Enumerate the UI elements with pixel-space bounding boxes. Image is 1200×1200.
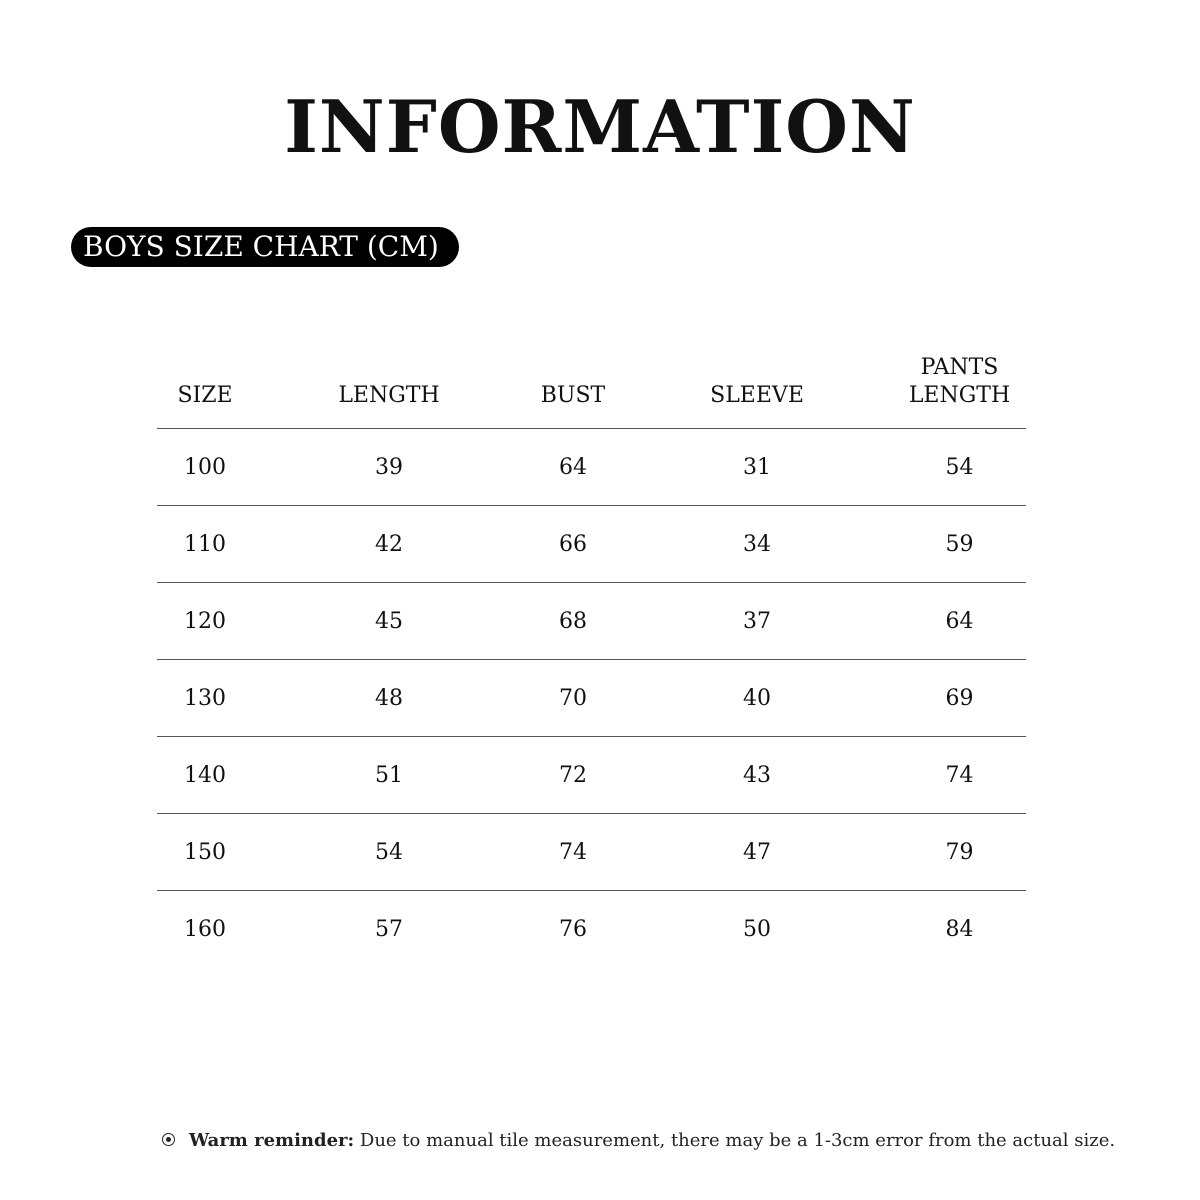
- header-pants-length-line-1: PANTS: [920, 355, 999, 380]
- warm-reminder: [162, 1128, 1115, 1154]
- cell-bust: 68: [525, 583, 621, 660]
- header-pants-length-line-2: LENGTH: [908, 383, 1011, 408]
- cell-sleeve: 31: [621, 429, 893, 506]
- cell-size: 110: [157, 506, 253, 583]
- cell-length: 57: [375, 916, 403, 942]
- cell-length: 48: [253, 660, 525, 737]
- cell-pants-length: 59: [893, 506, 1026, 583]
- table-body: [157, 429, 1026, 968]
- section-label: BOYS SIZE CHART (CM): [71, 227, 459, 267]
- reminder-label: Warm reminder:: [189, 1130, 355, 1151]
- header-size: SIZE: [157, 330, 253, 429]
- table-row: [157, 814, 1026, 891]
- header-length: LENGTH: [253, 330, 525, 429]
- cell-size: 140: [157, 737, 253, 814]
- cell-sleeve: 47: [621, 814, 893, 891]
- cell-length: 54: [253, 814, 525, 891]
- cell-sleeve: 34: [621, 506, 893, 583]
- cell-bust: 66: [525, 506, 621, 583]
- page-title: INFORMATION: [284, 84, 916, 169]
- radio-bullet-icon: [162, 1133, 175, 1146]
- cell-size: 120: [157, 583, 253, 660]
- table-row: [157, 583, 1026, 660]
- cell-pants-length: 84: [945, 916, 974, 942]
- cell-pants-length: 64: [893, 583, 1026, 660]
- cell-length: 42: [253, 506, 525, 583]
- table-row: [157, 737, 1026, 814]
- cell-pants-length: 79: [893, 814, 1026, 891]
- cell-size: 150: [157, 814, 253, 891]
- cell-bust: 76: [559, 916, 587, 942]
- header-sleeve: SLEEVE: [621, 330, 893, 429]
- cell-sleeve: 50: [743, 916, 771, 942]
- cell-sleeve: 37: [621, 583, 893, 660]
- cell-bust: 64: [525, 429, 621, 506]
- table-row: [157, 429, 1026, 506]
- cell-length: 51: [253, 737, 525, 814]
- cell-bust: 72: [525, 737, 621, 814]
- cell-size: 100: [157, 429, 253, 506]
- size-chart-table: [157, 330, 1026, 967]
- cell-pants-length: 74: [893, 737, 1026, 814]
- table-row: [157, 891, 1026, 968]
- cell-bust: 70: [525, 660, 621, 737]
- cell-size: 160: [184, 916, 226, 942]
- cell-size: 130: [157, 660, 253, 737]
- cell-pants-length: 54: [893, 429, 1026, 506]
- table-row: [157, 506, 1026, 583]
- cell-length: 45: [253, 583, 525, 660]
- table-header-row: [157, 330, 1026, 429]
- cell-sleeve: 43: [621, 737, 893, 814]
- reminder-text: Due to manual tile measurement, there may be a 1-3cm error from the actual size.: [354, 1130, 1116, 1151]
- table-row: [157, 660, 1026, 737]
- cell-length: 39: [253, 429, 525, 506]
- cell-sleeve: 40: [621, 660, 893, 737]
- cell-pants-length: 69: [893, 660, 1026, 737]
- cell-bust: 74: [525, 814, 621, 891]
- header-bust: BUST: [525, 330, 621, 429]
- header-pants-length: [893, 330, 1026, 429]
